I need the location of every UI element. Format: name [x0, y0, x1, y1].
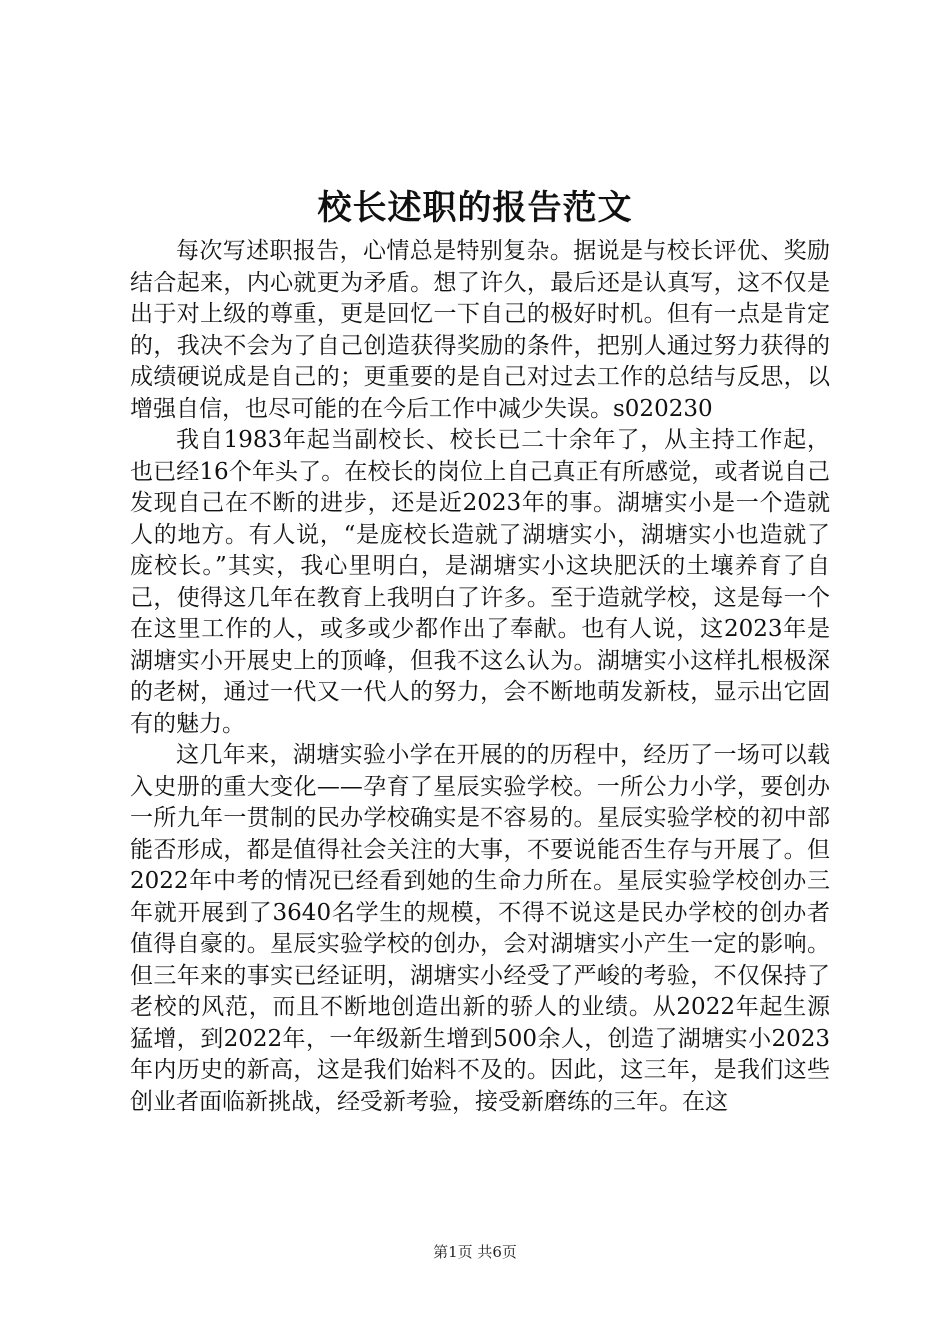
paragraph-2: 我自1983年起当副校长、校长已二十余年了，从主持工作起，也已经16个年头了。在校长的岗位上自己真正有所感觉，或者说自己发现自己在不断的进步，还是近2023年的事。湖塘实小是一个造就人的地方。有人说，“是庞校长造就了湖塘实小，湖塘实小也造就了庞校长。”其实，我心里明白，是湖塘实小这块肥沃的土壤养育了自己，使得这几年在教育上我明白了许多。至于造就学校，这是每一个在这里工作的人，或多或少都作出了奉献。也有人说，这2023年是湖塘实小开展史上的顶峰，但我不这么认为。湖塘实小这样扎根极深的老树，通过一代又一代人的努力，会不断地萌发新枝，显示出它固有的魅力。: [130, 427, 830, 737]
document-title: 校长述职的报告范文: [317, 188, 633, 228]
document-body: [130, 236, 830, 1118]
paragraph-3: 这几年来，湖塘实验小学在开展的的历程中，经历了一场可以载入史册的重大变化——孕育了星辰实验学校。一所公力小学，要创办一所九年一贯制的民办学校确实是不容易的。星辰实验学校的初中部能否形成，都是值得社会关注的大事，不要说能否生存与开展了。但2022年中考的情况已经看到她的生命力所在。星辰实验学校创办三年就开展到了3640名学生的规模，不得不说这是民办学校的创办者值得自豪的。星辰实验学校的创办，会对湖塘实小产生一定的影响。但三年来的事实已经证明，湖塘实小经受了严峻的考验，不仅保持了老校的风范，而且不断地创造出新的骄人的业绩。从2022年起生源猛增，到2022年，一年级新生增到500余人，创造了湖塘实小2023年内历史的新高，这是我们始料不及的。因此，这三年，是我们这些创业者面临新挑战，经受新考验，接受新磨练的三年。在这: [130, 742, 830, 1115]
paragraph-1: 每次写述职报告，心情总是特别复杂。据说是与校长评优、奖励结合起来，内心就更为矛盾。想了许久，最后还是认真写，这不仅是出于对上级的尊重，更是回忆一下自己的极好时机。但有一点是肯定的，我决不会为了自己创造获得奖励的条件，把别人通过努力获得的成绩硬说成是自己的；更重要的是自己对过去工作的总结与反思，以增强自信，也尽可能的在今后工作中减少失误。s020230: [130, 238, 830, 422]
page-number: 第1页 共6页: [433, 1243, 517, 1261]
